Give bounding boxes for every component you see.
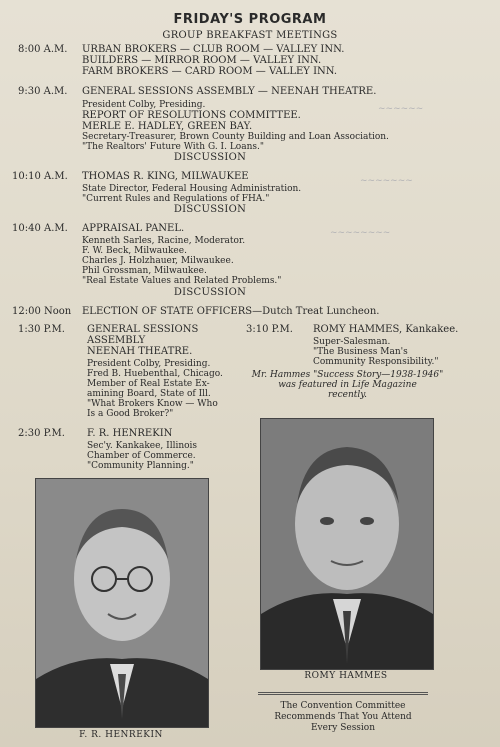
session-block bbox=[313, 324, 458, 367]
session-heading: F. R. HENREKIN bbox=[87, 428, 173, 439]
session-line: President Colby, Presiding. bbox=[87, 359, 211, 369]
session-line: F. W. Beck, Milwaukee. bbox=[82, 246, 187, 256]
session-block bbox=[87, 324, 237, 419]
session-line: "The Business Man's bbox=[313, 347, 408, 357]
page-title: FRIDAY'S PROGRAM bbox=[173, 12, 327, 27]
noon-text: ELECTION OF STATE OFFICERS—Dutch Treat Luncheon. bbox=[82, 306, 380, 317]
session-line: amining Board, State of Ill. bbox=[87, 389, 211, 399]
life-magazine-note bbox=[240, 370, 455, 400]
time-label: 12:00 Noon bbox=[12, 306, 72, 317]
session-heading: GENERAL SESSIONS bbox=[87, 324, 199, 335]
session-line: Kenneth Sarles, Racine, Moderator. bbox=[82, 236, 246, 246]
time-label: 3:10 P.M. bbox=[246, 324, 293, 335]
session-line: Charles J. Holzhauer, Milwaukee. bbox=[82, 256, 234, 266]
session-line: Chamber of Commerce. bbox=[87, 451, 196, 461]
session-heading: THOMAS R. KING, MILWAUKEE bbox=[82, 171, 249, 182]
session-line: Phil Grossman, Milwaukee. bbox=[82, 266, 207, 276]
session-line: "Current Rules and Regulations of FHA." bbox=[82, 194, 270, 204]
session-block bbox=[82, 86, 389, 152]
discussion-label: DISCUSSION bbox=[173, 152, 247, 163]
session-line: "What Brokers Know — Who bbox=[87, 399, 218, 409]
footer-line: Recommends That You Attend bbox=[274, 712, 412, 722]
page-subtitle: GROUP BREAKFAST MEETINGS bbox=[162, 30, 338, 41]
session-heading: NEENAH THEATRE. bbox=[87, 346, 193, 357]
session-line: Is a Good Broker?" bbox=[87, 409, 174, 419]
portrait-photo-hammes bbox=[260, 418, 434, 670]
session-heading: ROMY HAMMES, Kankakee. bbox=[313, 324, 459, 335]
portrait-photo-henrekin bbox=[35, 478, 209, 728]
handwriting-mark: ~~~~~~ bbox=[378, 104, 424, 114]
footer-line: The Convention Committee bbox=[280, 701, 406, 711]
breakfast-line: BUILDERS — MIRROR ROOM — VALLEY INN. bbox=[82, 55, 322, 66]
session-heading: GENERAL SESSIONS ASSEMBLY — NEENAH THEATRE. bbox=[82, 86, 377, 97]
photo-caption: ROMY HAMMES bbox=[304, 671, 388, 681]
session-line: Community Responsibility." bbox=[313, 357, 439, 367]
portrait-figure bbox=[36, 479, 208, 727]
session-block bbox=[87, 428, 197, 471]
time-label: 10:40 A.M. bbox=[12, 223, 68, 234]
session-line: "Community Planning." bbox=[87, 461, 194, 471]
time-label: 2:30 P.M. bbox=[18, 428, 65, 439]
session-heading: ASSEMBLY bbox=[87, 335, 146, 346]
session-line: President Colby, Presiding. bbox=[82, 100, 206, 110]
session-line: Sec'y. Kankakee, Illinois bbox=[87, 441, 198, 451]
note-line: was featured in Life Magazine bbox=[278, 380, 417, 390]
note-line: Mr. Hammes "Success Story—1938-1946" bbox=[251, 370, 444, 380]
session-line: Fred B. Huebenthal, Chicago. bbox=[87, 369, 223, 379]
session-heading: APPRAISAL PANEL. bbox=[82, 223, 185, 234]
session-line: MERLE E. HADLEY, GREEN BAY. bbox=[82, 121, 253, 132]
discussion-label: DISCUSSION bbox=[173, 287, 247, 298]
footer-line: Every Session bbox=[310, 723, 376, 733]
portrait-figure bbox=[261, 419, 433, 669]
session-block bbox=[82, 223, 281, 286]
session-line: State Director, Federal Housing Administration. bbox=[82, 184, 302, 194]
session-line: Member of Real Estate Ex- bbox=[87, 379, 210, 389]
time-label: 1:30 P.M. bbox=[18, 324, 65, 335]
breakfast-line: URBAN BROKERS — CLUB ROOM — VALLEY INN. bbox=[82, 44, 345, 55]
time-label: 8:00 A.M. bbox=[18, 44, 68, 55]
session-line: Super-Salesman. bbox=[313, 337, 391, 347]
handwriting-mark: ~~~~~~~ bbox=[360, 176, 413, 186]
session-line: "The Realtors' Future With G. I. Loans." bbox=[82, 142, 264, 152]
handwriting-mark: ~~~~~~~~ bbox=[330, 228, 391, 238]
breakfast-list bbox=[82, 44, 344, 77]
time-label: 9:30 A.M. bbox=[18, 86, 68, 97]
session-line: Secretary-Treasurer, Brown County Building and Loan Association. bbox=[82, 132, 389, 142]
time-label: 10:10 A.M. bbox=[12, 171, 68, 182]
session-block bbox=[82, 171, 301, 204]
note-line: recently. bbox=[327, 390, 368, 400]
breakfast-line: FARM BROKERS — CARD ROOM — VALLEY INN. bbox=[82, 66, 338, 77]
discussion-label: DISCUSSION bbox=[173, 204, 247, 215]
session-line: REPORT OF RESOLUTIONS COMMITTEE. bbox=[82, 110, 301, 121]
photo-caption: F. R. HENREKIN bbox=[79, 730, 163, 740]
session-line: "Real Estate Values and Related Problems." bbox=[82, 276, 282, 286]
committee-note bbox=[258, 692, 428, 734]
